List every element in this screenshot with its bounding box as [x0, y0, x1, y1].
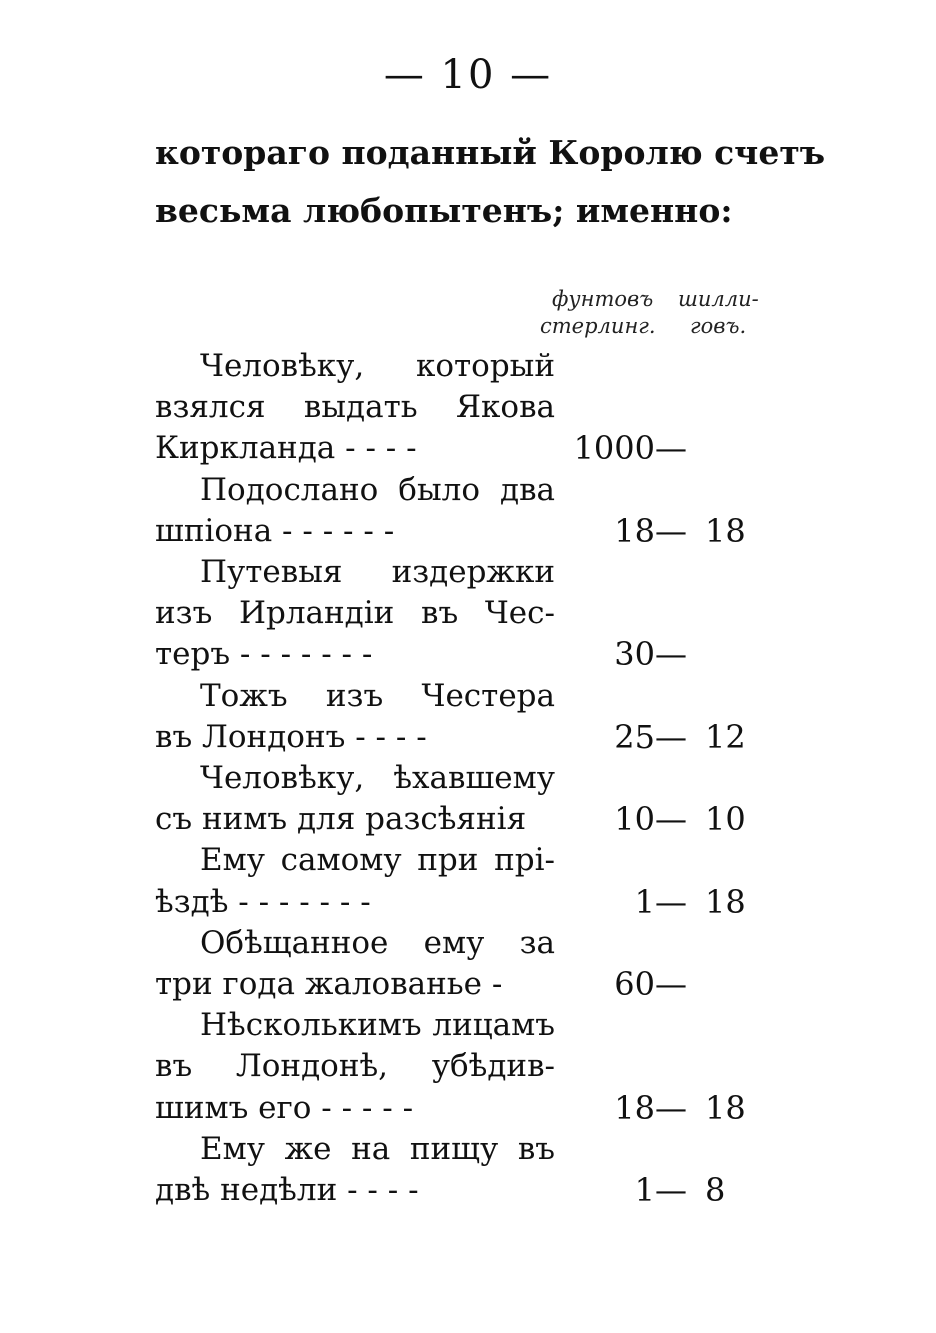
- entry-9-line-2: двѣ недѣли - - - -: [155, 1172, 419, 1208]
- entry-5-pounds: 10: [614, 800, 655, 839]
- entry-9-shillings: 8: [705, 1171, 726, 1209]
- entry-3-shillings: [705, 633, 755, 675]
- entry-1-line-1: Человѣку, который: [200, 348, 555, 384]
- entry-1-line-2: взялся выдать Якова: [155, 389, 555, 426]
- entry-6-line-2: ѣздѣ - - - - - - -: [155, 883, 371, 920]
- entry-1-pounds: 1000: [573, 429, 655, 468]
- entry-2-line-1: Подослано было два: [200, 471, 555, 508]
- entry-3-line-2: изъ Ирландіи въ Чес-: [155, 595, 555, 632]
- entry-7-line-2: три года жалованье -: [155, 966, 503, 1002]
- entry-3-line-1: Путевыя издержки: [200, 554, 555, 590]
- entry-8-pounds: 18: [614, 1088, 655, 1127]
- entry-8-shillings: 18: [705, 1088, 746, 1127]
- intro-line-1: котораго поданный Королю счетъ: [155, 133, 826, 172]
- entry-4-line-1: Тожъ изъ Честера: [200, 677, 555, 714]
- entry-4-line-2: въ Лондонъ - - - -: [155, 718, 427, 755]
- column-header-pounds-1: фунтовъ: [552, 287, 654, 311]
- entry-2-separator: —: [655, 511, 687, 550]
- entry-4-separator: —: [655, 717, 687, 756]
- entry-7-pounds: 60: [614, 965, 655, 1003]
- entry-6-pounds: 1: [634, 882, 655, 921]
- entry-7-separator: —: [655, 965, 687, 1003]
- entry-4-pounds: 25: [614, 717, 655, 756]
- entry-6-shillings: 18: [705, 882, 746, 921]
- entry-8-line-2: въ Лондонѣ, убѣдив-: [155, 1048, 555, 1085]
- entry-7-line-1: Обѣщанное ему за: [200, 924, 555, 961]
- entry-5-line-1: Человѣку, ѣхавшему: [200, 760, 555, 796]
- entry-4-shillings: 12: [705, 717, 746, 756]
- entry-8-separator: —: [655, 1088, 687, 1127]
- entry-5-separator: —: [655, 800, 687, 839]
- column-header-pounds-2: стерлинг.: [540, 314, 656, 338]
- entry-9-pounds: 1: [634, 1171, 655, 1209]
- column-header-shillings-1: шилли-: [678, 287, 759, 311]
- page-number: — 10 —: [383, 52, 553, 98]
- entry-1-line-3: Кирклaнда - - - -: [155, 430, 417, 467]
- entry-2-shillings: 18: [705, 511, 746, 550]
- entry-8-line-3: шимъ его - - - - -: [155, 1089, 414, 1126]
- entry-3-pounds: 30: [614, 635, 655, 674]
- intro-line-2: весьма любопытенъ; именно:: [155, 191, 733, 230]
- entry-1-separator: —: [655, 429, 687, 468]
- entry-3-line-3: теръ - - - - - - -: [155, 636, 373, 673]
- entry-8-line-1: Нѣсколькимъ лицамъ: [200, 1007, 555, 1044]
- entry-2-line-2: шпіона - - - - - -: [155, 512, 395, 549]
- entry-6-line-1: Ему самому при прі-: [200, 842, 555, 879]
- entry-9-line-1: Ему же на пищу въ: [200, 1130, 555, 1167]
- entry-5-shillings: 10: [705, 800, 746, 839]
- entry-3-separator: —: [655, 635, 687, 674]
- entry-6-separator: —: [655, 882, 687, 921]
- entry-1-shillings: [705, 427, 755, 469]
- entry-5-line-2: съ нимъ для разсѣянія: [155, 801, 527, 838]
- entry-2-pounds: 18: [614, 511, 655, 550]
- column-header-shillings-2: говъ.: [690, 314, 747, 338]
- entry-9-separator: —: [655, 1171, 687, 1209]
- entry-7-shillings: [705, 963, 755, 1005]
